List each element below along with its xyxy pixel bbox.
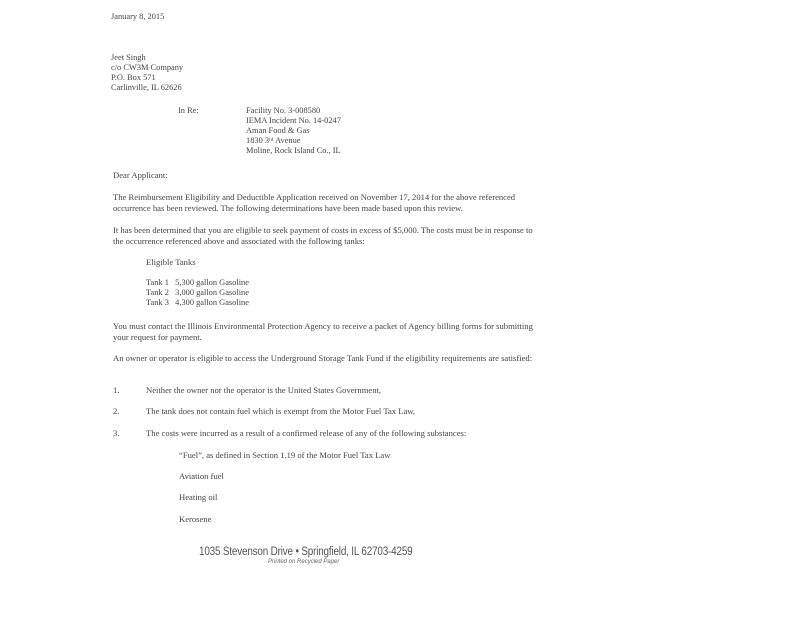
tanks-heading: Eligible Tanks bbox=[146, 257, 196, 267]
requirement-text: The tank does not contain fuel which is exempt from the Motor Fuel Tax Law, bbox=[146, 406, 416, 416]
in-re-label: In Re: bbox=[178, 106, 199, 115]
footer-recycled-note: Printed on Recycled Paper bbox=[268, 559, 340, 565]
requirement-text: The costs were incurred as a result of a confirmed release of any of the following substances: bbox=[146, 428, 467, 438]
recipient-city: Carlinville, IL 62626 bbox=[111, 83, 182, 92]
requirement-text: Neither the owner nor the operator is the United States Government, bbox=[146, 385, 382, 395]
paragraph-eligibility: It has been determined that you are eligible to seek payment of costs in excess of $5,000. The costs must be in response to the occurrence referenced above and associated with the following tanks: bbox=[113, 225, 533, 246]
substance-item: Kerosene bbox=[179, 514, 212, 524]
location: Moline, Rock Island Co., IL bbox=[246, 146, 341, 155]
in-re-block bbox=[246, 106, 341, 156]
requirement-number: 3. bbox=[113, 428, 120, 438]
tank-item: Tank 2 3,000 gallon Gasoline bbox=[146, 288, 249, 297]
tank-list bbox=[146, 278, 249, 308]
salutation: Dear Applicant: bbox=[113, 170, 168, 180]
paragraph-review: The Reimbursement Eligibility and Deductible Application received on November 17, 2014 for the above referenced occurrence has been reviewed. The following determinations have been made based upon this review. bbox=[113, 192, 516, 213]
requirement-number: 1. bbox=[113, 385, 120, 395]
letter-date: January 8, 2015 bbox=[111, 12, 165, 21]
substance-item: Heating oil bbox=[179, 492, 218, 502]
incident-number: IEMA Incident No. 14-0247 bbox=[246, 116, 341, 125]
business-name: Aman Food & Gas bbox=[246, 126, 310, 135]
recipient-po-box: P.O. Box 571 bbox=[111, 73, 156, 82]
tank-item: Tank 3 4,300 gallon Gasoline bbox=[146, 298, 249, 307]
paragraph-requirements: An owner or operator is eligible to access the Underground Storage Tank Fund if the eligibility requirements are satisfied: bbox=[113, 353, 533, 363]
tank-item: Tank 1 5,300 gallon Gasoline bbox=[146, 278, 249, 287]
recipient-address bbox=[111, 53, 183, 93]
substance-item: Aviation fuel bbox=[179, 471, 224, 481]
facility-number: Facility No. 3-008580 bbox=[246, 106, 321, 115]
footer-address: 1035 Stevenson Drive • Springfield, IL 62703-4259 bbox=[199, 546, 413, 558]
recipient-care-of: c/o CW3M Company bbox=[111, 63, 184, 72]
paragraph-contact: You must contact the Illinois Environmental Protection Agency to receive a packet of Agency billing forms for submitting your request for payment. bbox=[113, 321, 533, 342]
street-address: 1830 3ʳᵈ Avenue bbox=[246, 136, 301, 145]
recipient-name: Jeet Singh bbox=[111, 53, 146, 62]
substance-item: “Fuel”, as defined in Section 1.19 of the Motor Fuel Tax Law bbox=[179, 450, 391, 460]
requirement-number: 2. bbox=[113, 406, 120, 416]
